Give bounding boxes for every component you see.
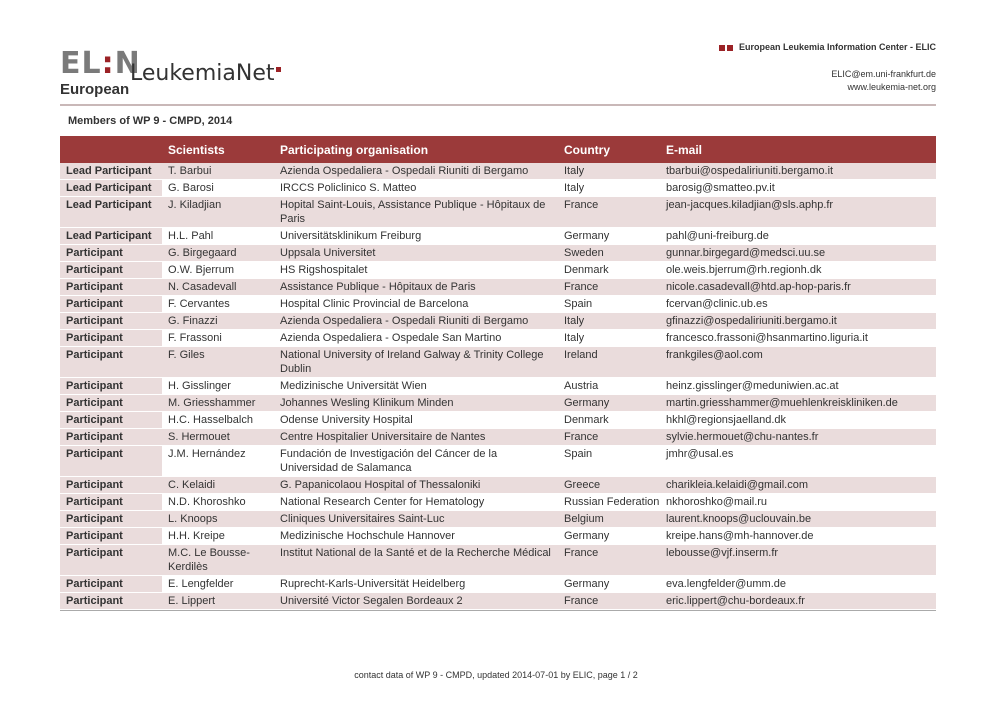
cell-email[interactable]: heinz.gisslinger@meduniwien.ac.at (660, 378, 936, 395)
cell-organisation: Azienda Ospedaliera - Ospedali Riuniti di Bergamo (274, 163, 558, 180)
cell-email[interactable]: sylvie.hermouet@chu-nantes.fr (660, 429, 936, 446)
cell-organisation: Centre Hospitalier Universitaire de Nantes (274, 429, 558, 446)
cell-email[interactable]: nicole.casadevall@htd.ap-hop-paris.fr (660, 279, 936, 296)
cell-email[interactable]: jean-jacques.kiladjian@sls.aphp.fr (660, 197, 936, 228)
cell-organisation: Uppsala Universitet (274, 245, 558, 262)
cell-country: Denmark (558, 262, 660, 279)
table-row (60, 330, 936, 347)
cell-email[interactable]: francesco.frassoni@hsanmartino.liguria.it (660, 330, 936, 347)
cell-role: Lead Participant (60, 163, 162, 180)
cell-role: Participant (60, 429, 162, 446)
cell-country: France (558, 545, 660, 576)
cell-role: Participant (60, 313, 162, 330)
cell-scientist: F. Frassoni (162, 330, 274, 347)
cell-scientist: F. Cervantes (162, 296, 274, 313)
cell-email[interactable]: laurent.knoops@uclouvain.be (660, 511, 936, 528)
table-bottom-divider (60, 610, 936, 611)
cell-role: Lead Participant (60, 197, 162, 228)
table-row (60, 511, 936, 528)
logo-european-text: European (60, 81, 130, 98)
contact-website[interactable]: www.leukemia-net.org (847, 82, 936, 92)
cell-organisation: Ruprecht-Karls-Universität Heidelberg (274, 576, 558, 593)
cell-scientist: N.D. Khoroshko (162, 494, 274, 511)
cell-email[interactable]: ole.weis.bjerrum@rh.regionh.dk (660, 262, 936, 279)
cell-email[interactable]: charikleia.kelaidi@gmail.com (660, 477, 936, 494)
cell-scientist: L. Knoops (162, 511, 274, 528)
cell-email[interactable]: eva.lengfelder@umm.de (660, 576, 936, 593)
table-row (60, 576, 936, 593)
contact-email[interactable]: ELIC@em.uni-frankfurt.de (831, 69, 936, 79)
cell-organisation: Medizinische Universität Wien (274, 378, 558, 395)
members-table (60, 136, 936, 610)
cell-country: Italy (558, 313, 660, 330)
cell-email[interactable]: barosig@smatteo.pv.it (660, 180, 936, 197)
cell-organisation: Universitätsklinikum Freiburg (274, 228, 558, 245)
cell-organisation: Hospital Clinic Provincial de Barcelona (274, 296, 558, 313)
table-row (60, 279, 936, 296)
cell-role: Participant (60, 262, 162, 279)
cell-role: Participant (60, 494, 162, 511)
cell-scientist: J.M. Hernández (162, 446, 274, 477)
table-row (60, 228, 936, 245)
page-header (60, 40, 936, 106)
cell-country: Denmark (558, 412, 660, 429)
table-row (60, 313, 936, 330)
table-body (60, 163, 936, 610)
contact-block (831, 68, 936, 94)
cell-country: France (558, 197, 660, 228)
cell-country: Germany (558, 576, 660, 593)
cell-role: Lead Participant (60, 180, 162, 197)
cell-scientist: H. Gisslinger (162, 378, 274, 395)
elic-title-text: European Leukemia Information Center - ELIC (738, 42, 936, 52)
logo-eln-mark: EL:N (60, 46, 141, 81)
cell-role: Participant (60, 279, 162, 296)
cell-role: Participant (60, 330, 162, 347)
cell-organisation: Azienda Ospedaliera - Ospedale San Martino (274, 330, 558, 347)
cell-scientist: H.H. Kreipe (162, 528, 274, 545)
cell-scientist: M.C. Le Bousse-Kerdilès (162, 545, 274, 576)
members-table-container (60, 136, 936, 611)
table-row (60, 412, 936, 429)
cell-role: Participant (60, 446, 162, 477)
cell-role: Participant (60, 245, 162, 262)
cell-role: Participant (60, 593, 162, 610)
cell-role: Participant (60, 528, 162, 545)
table-row (60, 593, 936, 610)
cell-organisation: HS Rigshospitalet (274, 262, 558, 279)
cell-country: Germany (558, 228, 660, 245)
cell-scientist: N. Casadevall (162, 279, 274, 296)
column-header-country: Country (558, 136, 660, 163)
table-row (60, 197, 936, 228)
table-header-row (60, 136, 936, 163)
cell-country: Greece (558, 477, 660, 494)
cell-role: Participant (60, 347, 162, 378)
table-row (60, 347, 936, 378)
table-row (60, 378, 936, 395)
cell-country: France (558, 429, 660, 446)
cell-scientist: J. Kiladjian (162, 197, 274, 228)
cell-country: Germany (558, 395, 660, 412)
cell-email[interactable]: kreipe.hans@mh-hannover.de (660, 528, 936, 545)
cell-scientist: G. Barosi (162, 180, 274, 197)
cell-country: Ireland (558, 347, 660, 378)
cell-scientist: F. Giles (162, 347, 274, 378)
cell-email[interactable]: frankgiles@aol.com (660, 347, 936, 378)
cell-organisation: Institut National de la Santé et de la Recherche Médical (274, 545, 558, 576)
cell-country: Spain (558, 446, 660, 477)
table-row (60, 180, 936, 197)
cell-country: France (558, 279, 660, 296)
cell-role: Participant (60, 511, 162, 528)
cell-role: Participant (60, 395, 162, 412)
cell-scientist: T. Barbui (162, 163, 274, 180)
cell-country: Italy (558, 330, 660, 347)
cell-country: Spain (558, 296, 660, 313)
cell-scientist: G. Birgegaard (162, 245, 274, 262)
cell-country: Belgium (558, 511, 660, 528)
cell-organisation: Université Victor Segalen Bordeaux 2 (274, 593, 558, 610)
cell-email[interactable]: fcervan@clinic.ub.es (660, 296, 936, 313)
logo-name-text: LeukemiaNet (130, 62, 281, 86)
column-header-organisation: Participating organisation (274, 136, 558, 163)
cell-scientist: C. Kelaidi (162, 477, 274, 494)
table-row (60, 545, 936, 576)
table-row (60, 163, 936, 180)
table-row (60, 429, 936, 446)
cell-email[interactable]: gfinazzi@ospedaliriuniti.bergamo.it (660, 313, 936, 330)
cell-role: Participant (60, 296, 162, 313)
cell-country: Germany (558, 528, 660, 545)
page-footer: contact data of WP 9 - CMPD, updated 2014-07-01 by ELIC, page 1 / 2 (354, 670, 638, 680)
elic-title (719, 42, 936, 53)
column-header-email: E-mail (660, 136, 936, 163)
cell-email[interactable]: martin.griesshammer@muehlenkreiskliniken.de (660, 395, 936, 412)
cell-scientist: E. Lippert (162, 593, 274, 610)
cell-organisation: Hopital Saint-Louis, Assistance Publique - Hôpitaux de Paris (274, 197, 558, 228)
section-title: Members of WP 9 - CMPD, 2014 (68, 115, 233, 127)
cell-organisation: Johannes Wesling Klinikum Minden (274, 395, 558, 412)
table-row (60, 477, 936, 494)
table-row (60, 446, 936, 477)
cell-organisation: Azienda Ospedaliera - Ospedali Riuniti di Bergamo (274, 313, 558, 330)
header-divider (60, 104, 936, 106)
cell-role: Participant (60, 412, 162, 429)
table-row (60, 494, 936, 511)
cell-organisation: IRCCS Policlinico S. Matteo (274, 180, 558, 197)
table-row (60, 245, 936, 262)
cell-scientist: O.W. Bjerrum (162, 262, 274, 279)
leukemianet-logo (60, 48, 300, 100)
cell-role: Participant (60, 378, 162, 395)
column-header-scientists: Scientists (162, 136, 274, 163)
cell-country: Russian Federation (558, 494, 660, 511)
cell-organisation: Fundación de Investigación del Cáncer de la Universidad de Salamanca (274, 446, 558, 477)
cell-organisation: National Research Center for Hematology (274, 494, 558, 511)
cell-scientist: E. Lengfelder (162, 576, 274, 593)
cell-organisation: National University of Ireland Galway & Trinity College Dublin (274, 347, 558, 378)
cell-role: Participant (60, 545, 162, 576)
cell-scientist: G. Finazzi (162, 313, 274, 330)
cell-country: Austria (558, 378, 660, 395)
cell-organisation: Cliniques Universitaires Saint-Luc (274, 511, 558, 528)
cell-email[interactable]: gunnar.birgegard@medsci.uu.se (660, 245, 936, 262)
cell-country: Italy (558, 180, 660, 197)
table-row (60, 296, 936, 313)
cell-scientist: S. Hermouet (162, 429, 274, 446)
cell-email[interactable]: pahl@uni-freiburg.de (660, 228, 936, 245)
column-header-role (60, 136, 162, 163)
cell-scientist: H.C. Hasselbalch (162, 412, 274, 429)
cell-country: Sweden (558, 245, 660, 262)
cell-organisation: Odense University Hospital (274, 412, 558, 429)
cell-role: Participant (60, 477, 162, 494)
table-row (60, 528, 936, 545)
cell-email[interactable]: jmhr@usal.es (660, 446, 936, 477)
table-row (60, 262, 936, 279)
cell-role: Participant (60, 576, 162, 593)
cell-scientist: H.L. Pahl (162, 228, 274, 245)
cell-organisation: Assistance Publique - Hôpitaux de Paris (274, 279, 558, 296)
cell-email[interactable]: nkhoroshko@mail.ru (660, 494, 936, 511)
cell-country: France (558, 593, 660, 610)
cell-email[interactable]: tbarbui@ospedaliriuniti.bergamo.it (660, 163, 936, 180)
square-bullets-icon (719, 43, 735, 53)
cell-organisation: G. Papanicolaou Hospital of Thessaloniki (274, 477, 558, 494)
cell-email[interactable]: eric.lippert@chu-bordeaux.fr (660, 593, 936, 610)
cell-email[interactable]: lebousse@vjf.inserm.fr (660, 545, 936, 576)
cell-country: Italy (558, 163, 660, 180)
cell-email[interactable]: hkhl@regionsjaelland.dk (660, 412, 936, 429)
table-row (60, 395, 936, 412)
cell-scientist: M. Griesshammer (162, 395, 274, 412)
cell-organisation: Medizinische Hochschule Hannover (274, 528, 558, 545)
cell-role: Lead Participant (60, 228, 162, 245)
